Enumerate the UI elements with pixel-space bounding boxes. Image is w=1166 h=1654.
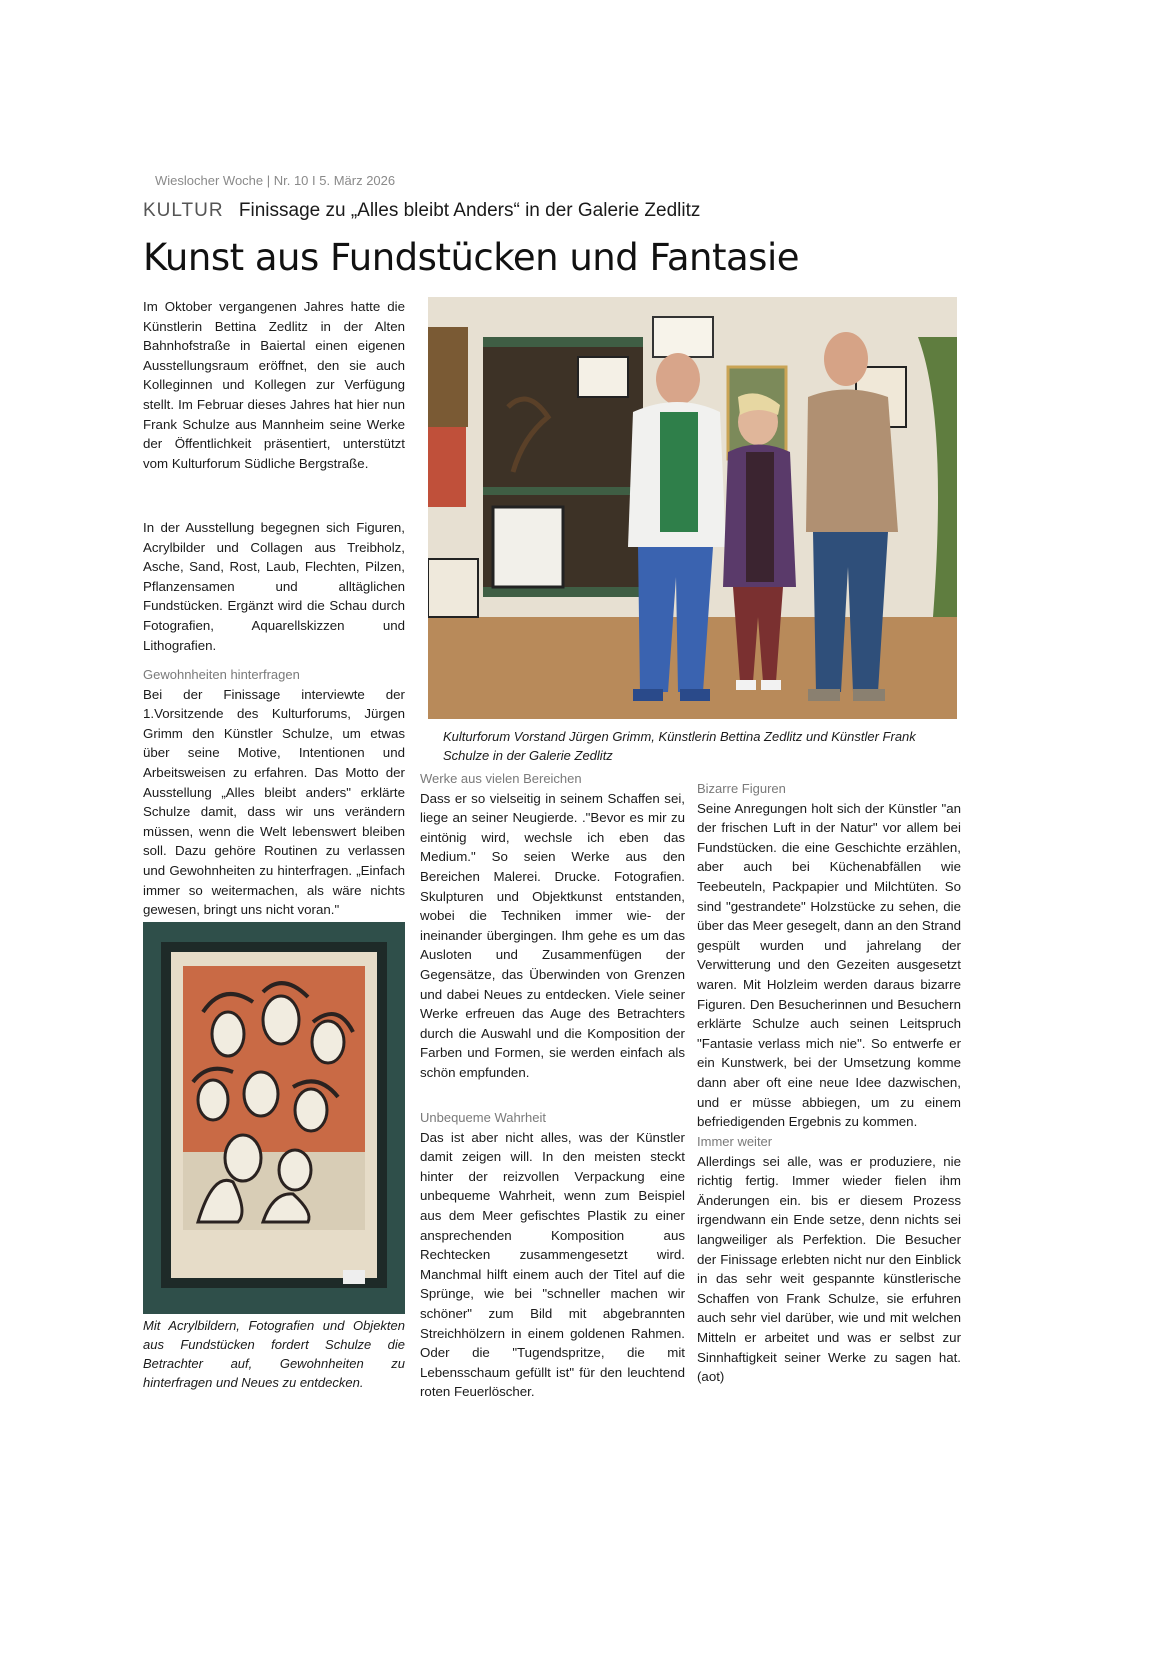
group-portrait-image <box>428 297 957 719</box>
section-figuren <box>697 779 961 1132</box>
section-gewohnheiten <box>143 665 405 920</box>
section-wahrheit <box>420 1108 685 1402</box>
intro-paragraph-2: In der Ausstellung begegnen sich Figuren, Acrylbilder und Collagen aus Treibholz, Asche, Sand, Rost, Laub, Flechten, Pilzen, Pflanzensamen und alltäglichen Fundstücken. Ergänzt wird die Schau durch Fotografien, Aquarellskizzen und Lithografien. <box>143 520 405 653</box>
section-immer-weiter <box>697 1132 961 1387</box>
painting-caption: Mit Acrylbildern, Fotografien und Objekten aus Fundstücken fordert Schulze die Betrachter auf, Gewohnheiten zu hinterfragen und Neues zu entdecken. <box>143 1318 405 1390</box>
subheading: Bizarre Figuren <box>697 781 786 796</box>
subheading: Unbequeme Wahrheit <box>420 1110 546 1125</box>
kicker: Finissage zu „Alles bleibt Anders“ in der Galerie Zedlitz <box>238 200 701 221</box>
section-text: Seine Anregungen holt sich der Künstler "an der frischen Luft in der Natur" vor allem bei Fundstücken. die eine Geschichte erzählen, aber auch bei Küchenabfällen wie Teebeuteln, Packpapier und Milchtüten. So sind "gestrandete" Holzstücke zu sehen, die über das Meer gesegelt, dann an den Strand gespült wurden und jahrelang der Verwitterung und den Gezeiten ausgesetzt waren. Mit Holzleim werden daraus bizarre Figuren. Den Besucherinnen und Besuchern erklärte Schulze auch seinen Leitspruch "Fantasie verlass mich nie". So entwerfe er ein Kunstwerk, bei der Umsetzung komme dann aber oft eine neue Idee dazwischen, und er müsse abbiegen, um zu einem befriedigenden Ergebnis zu kommen. <box>697 800 961 1130</box>
subheading: Werke aus vielen Bereichen <box>420 771 582 786</box>
subheading: Gewohnheiten hinterfragen <box>143 667 300 682</box>
painting-photo <box>143 922 405 1314</box>
section-text: Allerdings sei alle, was er produziere, nie richtig fertig. Immer wieder fielen ihm Änderungen ein. bis er diesem Prozess irgendwann ein Ende setze, denn nichts sei langweiliger als Perfektion. Die Besucher der Finissage erlebten nicht nur den Einblick in das sehr weit gespannte künstlerische Schaffen von Frank Schulze, sie erfuhren auch sehr viel darüber, wie und mit welchen Mitteln er arbeitet und was er selbst zur Sinnhaftigkeit seiner Werke zu sagen hat. (aot) <box>697 1153 961 1385</box>
subheading: Immer weiter <box>697 1134 773 1149</box>
section-label: KULTUR <box>143 200 224 221</box>
painting-image <box>143 922 405 1314</box>
masthead: Wieslocher Woche | Nr. 10 I 5. März 2026 <box>155 173 396 188</box>
section-werke <box>420 769 685 1083</box>
section-text: Das ist aber nicht alles, was der Künstler damit zeigen will. In den meisten steckt hinter der reizvollen Verpackung eine unbequeme Wahrheit, wenn zum Beispiel aus dem Meer gefischtes Plastik zu einer ansprechenden Komposition aus Rechtecken zusammengesetzt wird. Manchmal hilft einem auch der Titel auf die Sprünge, wie bei "schneller machen wir schöner" zum Bild mit abgebrannten Streichhölzern in einem goldenen Rahmen. Oder die "Tugendspritze, die mit Lebensschaum gefüllt ist" für den leuchtend roten Feuerlöscher. <box>420 1129 685 1400</box>
main-photo <box>428 297 957 719</box>
headline: Kunst aus Fundstücken und Fantasie <box>143 236 799 279</box>
section-text: Bei der Finissage interviewte der 1.Vorsitzende des Kulturforums, Jürgen Grimm den Künstler Schulze, um etwas über seine Motive, Intentionen und Arbeitsweisen zu erfahren. Das Motto der Ausstellung „Alles bleibt anders" erklärte Schulze damit, dass wir uns verändern müssen, wenn die Welt lebenswert bleiben soll. Dazu gehöre Routinen zu verlassen und Gewohnheiten zu hinterfragen. „Einfach immer so weitermachen, als wäre nichts gewesen, bringt uns nicht voran." <box>143 686 405 918</box>
rubric <box>143 200 700 222</box>
section-text: Dass er so vielseitig in seinem Schaffen sei, liege an seiner Neugierde. ."Bevor es mir zu eintönig wird, wechsle ich eben das Medium." So seien Werke aus den Bereichen Malerei. Drucke. Fotografien. Skulpturen und Objektkunst entstanden, wobei die Techniken immer wie- der ineinander übergingen. Ihm gehe es um das Ausloten und Zusammenfügen der Gegensätze, das Überwinden von Grenzen und dabei Neues zu entdecken. Viele seiner Werke erfreuen das Auge des Betrachters durch die Auswahl und die Komposition der Farben und Formen, sie werden einfach als schön empfunden. <box>420 790 685 1080</box>
main-photo-caption: Kulturforum Vorstand Jürgen Grimm, Künstlerin Bettina Zedlitz und Künstler Frank Schulze in der Galerie Zedlitz <box>443 729 916 763</box>
intro-paragraph-1: Im Oktober vergangenen Jahres hatte die Künstlerin Bettina Zedlitz in der Alten Bahnhofstraße in Baiertal einen eigenen Ausstellungsraum eröffnet, den sie auch Kolleginnen und Kollegen zur Verfügung stellt. Im Februar dieses Jahres hat hier nun Frank Schulze aus Mannheim seine Werke der Öffentlichkeit präsentiert, unterstützt vom Kulturforum Südliche Bergstraße. <box>143 299 405 471</box>
